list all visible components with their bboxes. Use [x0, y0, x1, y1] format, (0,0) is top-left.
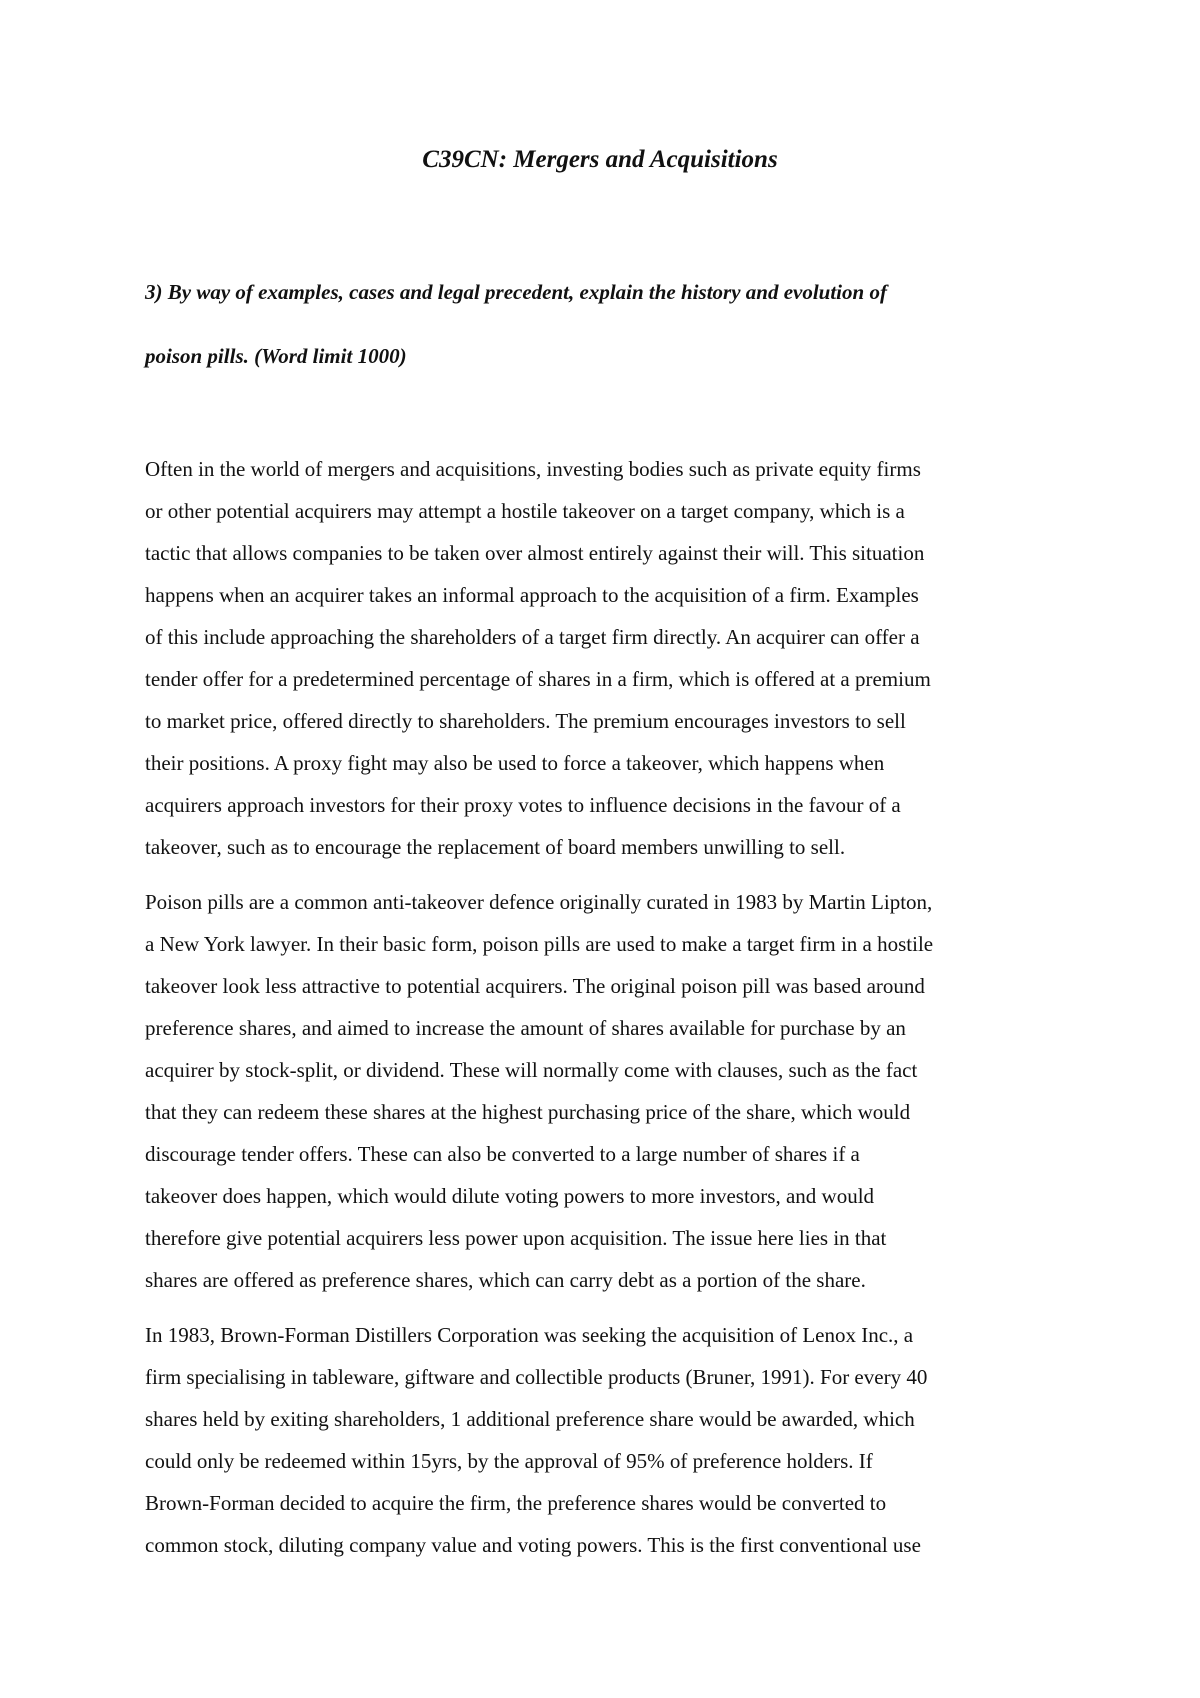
- text-line: acquirer by stock-split, or dividend. These will normally come with clauses, such as the fact: [145, 1058, 918, 1082]
- text-line: common stock, diluting company value and voting powers. This is the first conventional use: [145, 1533, 921, 1557]
- text-line: happens when an acquirer takes an informal approach to the acquisition of a firm. Examples: [145, 583, 919, 607]
- paragraph-hostile-takeovers: [145, 448, 1075, 868]
- text-line: discourage tender offers. These can also be converted to a large number of shares if a: [145, 1142, 860, 1166]
- text-line: that they can redeem these shares at the highest purchasing price of the share, which would: [145, 1100, 911, 1124]
- paragraph-brown-forman-case: [145, 1314, 1075, 1566]
- text-line: therefore give potential acquirers less power upon acquisition. The issue here lies in that: [145, 1226, 887, 1250]
- text-line: or other potential acquirers may attempt a hostile takeover on a target company, which is a: [145, 499, 905, 523]
- text-line: to market price, offered directly to shareholders. The premium encourages investors to sell: [145, 709, 906, 733]
- essay-question: [145, 272, 1075, 400]
- text-line: shares held by exiting shareholders, 1 additional preference share would be awarded, which: [145, 1407, 915, 1431]
- text-line: Brown-Forman decided to acquire the firm, the preference shares would be converted to: [145, 1491, 887, 1515]
- text-line: takeover look less attractive to potential acquirers. The original poison pill was based around: [145, 974, 925, 998]
- text-line: preference shares, and aimed to increase the amount of shares available for purchase by an: [145, 1016, 906, 1040]
- text-line: tactic that allows companies to be taken over almost entirely against their will. This situation: [145, 541, 925, 565]
- question-line: 3) By way of examples, cases and legal precedent, explain the history and evolution of: [145, 280, 887, 304]
- text-line: Often in the world of mergers and acquisitions, investing bodies such as private equity firms: [145, 457, 921, 481]
- text-line: of this include approaching the shareholders of a target firm directly. An acquirer can offer a: [145, 625, 920, 649]
- text-line: firm specialising in tableware, giftware and collectible products (Bruner, 1991). For every 40: [145, 1365, 928, 1389]
- question-line: poison pills. (Word limit 1000): [145, 344, 407, 368]
- text-line: takeover does happen, which would dilute voting powers to more investors, and would: [145, 1184, 875, 1208]
- text-line: takeover, such as to encourage the replacement of board members unwilling to sell.: [145, 835, 846, 859]
- text-line: shares are offered as preference shares, which can carry debt as a portion of the share.: [145, 1268, 866, 1292]
- text-line: In 1983, Brown-Forman Distillers Corporation was seeking the acquisition of Lenox Inc., a: [145, 1323, 914, 1347]
- essay-body: [145, 448, 1075, 1579]
- text-line: Poison pills are a common anti-takeover defence originally curated in 1983 by Martin Lipton,: [145, 890, 933, 914]
- text-line: a New York lawyer. In their basic form, poison pills are used to make a target firm in a hostile: [145, 932, 934, 956]
- text-line: tender offer for a predetermined percentage of shares in a firm, which is offered at a premium: [145, 667, 931, 691]
- paragraph-poison-pills: [145, 881, 1075, 1301]
- text-line: acquirers approach investors for their proxy votes to influence decisions in the favour of a: [145, 793, 901, 817]
- text-line: could only be redeemed within 15yrs, by the approval of 95% of preference holders. If: [145, 1449, 873, 1473]
- text-line: their positions. A proxy fight may also be used to force a takeover, which happens when: [145, 751, 885, 775]
- document-title: C39CN: Mergers and Acquisitions: [422, 146, 778, 173]
